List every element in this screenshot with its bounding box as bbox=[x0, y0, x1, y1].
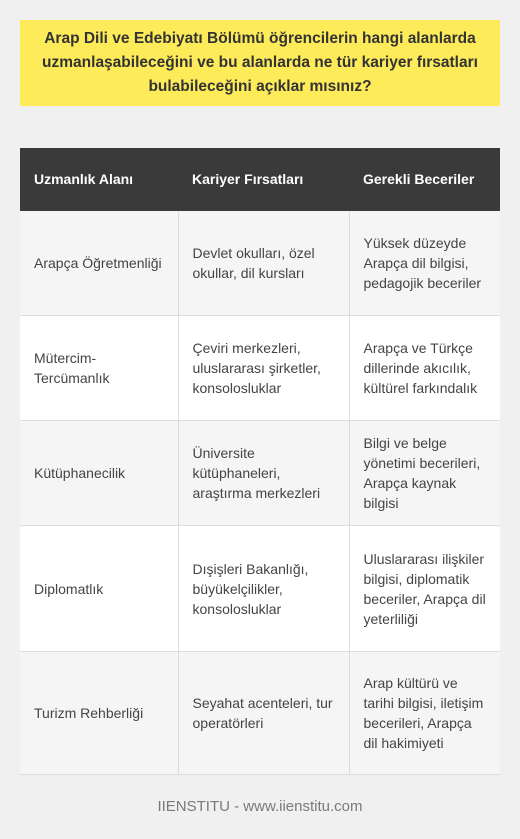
table-row bbox=[20, 421, 500, 526]
title-banner bbox=[20, 20, 500, 106]
table-row bbox=[20, 652, 500, 775]
cell-specialty: Turizm Rehberliği bbox=[20, 652, 178, 775]
cell-specialty: Mütercim-Tercümanlık bbox=[20, 316, 178, 421]
table-row bbox=[20, 526, 500, 652]
table-row bbox=[20, 211, 500, 316]
cell-skills: Yüksek düzeyde Arapça dil bilgisi, pedagojik beceriler bbox=[349, 211, 500, 316]
table-row bbox=[20, 316, 500, 421]
header-skills: Gerekli Beceriler bbox=[349, 148, 500, 211]
cell-specialty: Diplomatlık bbox=[20, 526, 178, 652]
header-specialty: Uzmanlık Alanı bbox=[20, 148, 178, 211]
cell-skills: Bilgi ve belge yönetimi becerileri, Arapça kaynak bilgisi bbox=[349, 421, 500, 526]
cell-skills: Arap kültürü ve tarihi bilgisi, iletişim becerileri, Arapça dil hakimiyeti bbox=[349, 652, 500, 775]
table-header-row bbox=[20, 148, 500, 211]
cell-careers: Çeviri merkezleri, uluslararası şirketler, konsolosluklar bbox=[178, 316, 349, 421]
cell-careers: Üniversite kütüphaneleri, araştırma merkezleri bbox=[178, 421, 349, 526]
footer-credit: IIENSTITU - www.iienstitu.com bbox=[157, 798, 363, 815]
cell-skills: Arapça ve Türkçe dillerinde akıcılık, kültürel farkındalık bbox=[349, 316, 500, 421]
cell-specialty: Kütüphanecilik bbox=[20, 421, 178, 526]
career-table bbox=[20, 148, 500, 775]
page-title: Arap Dili ve Edebiyatı Bölümü öğrencilerin hangi alanlarda uzmanlaşabileceğini ve bu alanlarda ne tür kariyer fırsatları bulabileceğini açıklar mısınız? bbox=[42, 30, 478, 95]
cell-careers: Dışişleri Bakanlığı, büyükelçilikler, konsolosluklar bbox=[178, 526, 349, 652]
header-careers: Kariyer Fırsatları bbox=[178, 148, 349, 211]
cell-specialty: Arapça Öğretmenliği bbox=[20, 211, 178, 316]
cell-careers: Devlet okulları, özel okullar, dil kursları bbox=[178, 211, 349, 316]
cell-careers: Seyahat acenteleri, tur operatörleri bbox=[178, 652, 349, 775]
cell-skills: Uluslararası ilişkiler bilgisi, diplomatik beceriler, Arapça dil yeterliliği bbox=[349, 526, 500, 652]
